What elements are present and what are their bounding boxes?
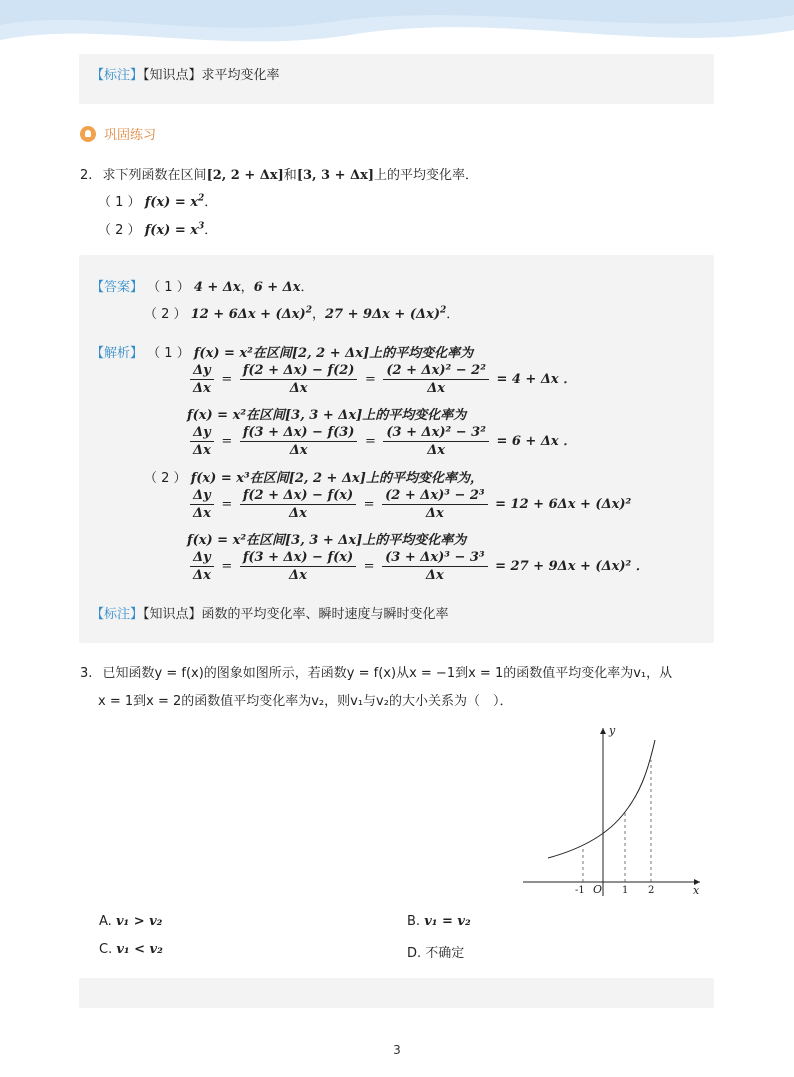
fraction-denominator: Δx [289,506,307,521]
exponent: 3 [198,221,205,232]
fraction-denominator: Δx [427,381,446,396]
option-text: v₁ > v₂ [115,914,163,929]
function-graph [515,720,710,898]
equation-result: = 27 + 9Δx + (Δx)² ． [495,559,649,574]
tick-label-1: 1 [622,885,629,896]
option-letter: D. [407,946,422,961]
x-axis-label: x [693,884,700,897]
note-tag: 【标注】 [91,68,144,83]
section-title: 巩固练习 [104,128,157,143]
fraction-numerator: (2 + Δx)³ − 2³ [382,488,488,505]
equals-sign: = [363,559,375,574]
option-letter: C. [99,942,113,957]
equation-result: = 6 + Δx ． [496,434,577,449]
question-3-line-1 [80,662,672,681]
analysis-text: f(x) = x²在区间[2, 2 + Δx]上的平均变化率为 [193,346,474,361]
equals-sign: = [221,497,233,512]
analysis-intro-4 [187,529,466,548]
period: ． [446,307,460,322]
option-c[interactable] [99,942,163,957]
math-expression: f(x) = x [144,195,199,210]
option-d[interactable] [407,942,464,961]
answer-line-1 [91,276,314,295]
analysis-intro-2 [187,404,466,423]
exponent: 2 [198,193,205,204]
section-header [80,124,156,143]
note-box-1 [79,54,714,104]
fraction-numerator: f(3 + Δx) − f(x) [240,550,356,567]
stem-text: 和 [283,168,297,183]
equation-2 [187,425,576,458]
math-expression: 6 + Δx [253,280,301,295]
stem-text: x = 1到x = 2的函数值平均变化率为v₂，则v₁与v₂的大小关系为（ ）． [98,694,513,709]
part-label: （ 2 ） [144,471,187,486]
fraction-numerator: (3 + Δx)³ − 3³ [382,550,488,567]
equation-3 [187,488,631,521]
analysis-intro-3 [144,467,483,486]
equation-4 [187,550,649,583]
question-2-stem [80,164,478,183]
analysis-note [91,603,449,622]
note-text: 【知识点】函数的平均变化率、瞬时速度与瞬时变化率 [143,607,449,622]
question-number: 3. [80,666,93,681]
part-label: （ 1 ） [98,195,141,210]
analysis-text: f(x) = x³在区间[2, 2 + Δx]上的平均变化率为， [190,471,483,486]
fraction-numerator: Δy [190,488,214,505]
answer-box-empty [79,978,714,1008]
option-text: v₁ < v₂ [116,942,163,957]
stem-text: 已知函数y = f(x)的图象如图所示，若函数y = f(x)从x = −1到x = 1的函数值平均变化率为v₁，从 [102,666,673,681]
math-expression: 4 + Δx [193,280,241,295]
math-expression: 12 + 6Δx + (Δx) [190,307,306,322]
interval-2: [3, 3 + Δx] [296,168,375,183]
tick-label-neg1: -1 [575,885,585,896]
tick-label-2: 2 [648,885,655,896]
note-line [91,64,280,83]
equals-sign: = [221,372,233,387]
answer-tag: 【答案】 [91,280,144,295]
period: ． [204,195,218,210]
fraction-numerator: (2 + Δx)² − 2² [383,363,489,380]
fraction-numerator: Δy [190,363,214,380]
question-2-part-1 [98,191,217,210]
note-tag: 【标注】 [91,607,144,622]
part-label: （ 1 ） [147,346,190,361]
analysis-tag: 【解析】 [91,346,144,361]
option-a[interactable] [99,914,162,929]
fraction-numerator: (3 + Δx)² − 3² [383,425,489,442]
fraction-denominator: Δx [425,506,444,521]
answer-analysis-box [79,255,714,643]
separator: ， [311,307,325,322]
option-b[interactable] [407,914,471,929]
question-2-part-2 [98,219,217,238]
option-text: 不确定 [425,946,465,961]
analysis-text: f(x) = x²在区间[3, 3 + Δx]上的平均变化率为 [187,533,467,548]
fraction-denominator: Δx [193,443,211,458]
part-label: （ 2 ） [98,223,141,238]
exponent: 2 [305,305,312,316]
equals-sign: = [221,434,233,449]
question-number: 2. [80,168,93,183]
equals-sign: = [363,497,375,512]
equation-result: = 4 + Δx ． [496,372,577,387]
separator: ， [240,280,254,295]
answer-line-2 [144,303,459,322]
fraction-denominator: Δx [425,568,444,583]
fraction-denominator: Δx [289,381,308,396]
fraction-numerator: f(2 + Δx) − f(2) [240,363,358,380]
stem-text: 求下列函数在区间 [102,168,207,183]
fraction-numerator: Δy [190,425,214,442]
origin-label: O [593,883,603,896]
part-label: （ 2 ） [144,307,187,322]
fraction-numerator: f(3 + Δx) − f(3) [240,425,358,442]
fraction-denominator: Δx [289,568,307,583]
period: ． [300,280,314,295]
analysis-text: f(x) = x²在区间[3, 3 + Δx]上的平均变化率为 [187,408,467,423]
option-letter: A. [99,914,112,929]
math-expression: f(x) = x [144,223,199,238]
math-expression: 27 + 9Δx + (Δx) [324,307,440,322]
function-curve [548,740,655,858]
fraction-denominator: Δx [193,506,211,521]
lightbulb-icon [80,126,96,142]
header-wave-decoration [0,0,794,60]
fraction-denominator: Δx [289,443,308,458]
fraction-denominator: Δx [193,568,211,583]
exponent: 2 [440,305,447,316]
y-axis-label: y [609,724,616,737]
equals-sign: = [364,372,376,387]
equals-sign: = [221,559,233,574]
option-text: v₁ = v₂ [424,914,471,929]
part-label: （ 1 ） [147,280,190,295]
equation-result: = 12 + 6Δx + (Δx)² [495,497,632,512]
equals-sign: = [364,434,376,449]
question-3-line-2 [98,690,512,709]
fraction-numerator: f(2 + Δx) − f(x) [240,488,356,505]
option-letter: B. [407,914,421,929]
period: ． [204,223,218,238]
fraction-numerator: Δy [190,550,214,567]
interval-1: [2, 2 + Δx] [206,168,284,183]
analysis-intro-1 [91,342,473,361]
fraction-denominator: Δx [427,443,446,458]
stem-text: 上的平均变化率． [374,168,479,183]
note-text: 【知识点】求平均变化率 [143,68,280,83]
fraction-denominator: Δx [193,381,211,396]
equation-1 [187,363,576,396]
page-number: 3 [393,1043,401,1057]
